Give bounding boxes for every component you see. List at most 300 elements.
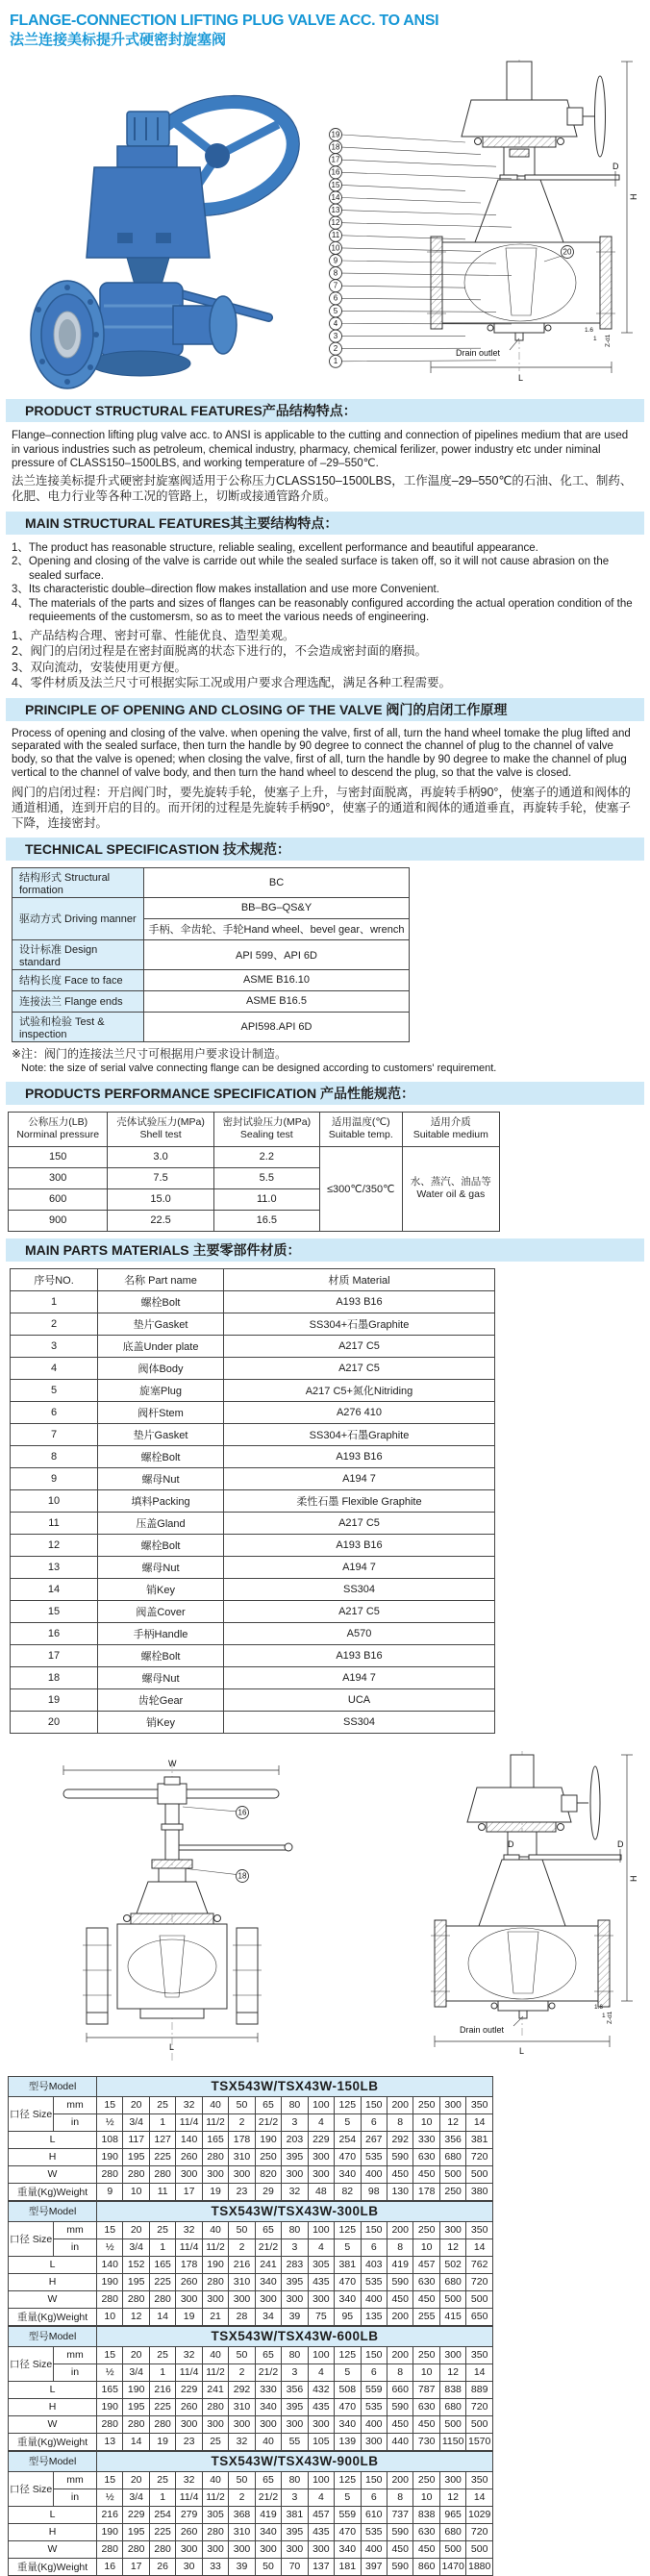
section-heading-principle: PRINCIPLE OF OPENING AND CLOSING OF THE VALVE 阀门的启闭工作原理: [6, 698, 644, 721]
parts-row: [11, 1313, 495, 1335]
main-features-list-zh: [12, 628, 638, 691]
dim-L-row-label: L: [9, 2506, 97, 2523]
weight-row-value: 1570: [466, 2433, 493, 2450]
dim-H-row-value: 720: [466, 2523, 493, 2540]
size-mm-value: 300: [439, 2346, 465, 2363]
feature-item-en: 4、The materials of the parts and sizes of flanges can be reasonably configured according the actual operation condition of the requieements of the customersm, so as to meet the various needs of engineering.: [12, 597, 633, 623]
feature-item-zh: 2、阀门的启闭过程是在密封面脱离的状态下进行的，不会造成密封面的磨损。: [12, 644, 427, 658]
dim-W-row-value: 500: [466, 2165, 493, 2183]
product-features-paragraph-zh: 法兰连接美标提升式硬密封旋塞阀适用于公称压力CLASS150–1500LBS，工作温度–29–550℃的石油、化工、制药、化肥、电力行业等各种工况的管路上，切断或接通管路介质。: [12, 473, 633, 503]
dim-W-row-value: 300: [255, 2415, 281, 2433]
dim-L-row: [9, 2131, 493, 2148]
size-mm-value: 40: [202, 2346, 228, 2363]
dim-H-row-value: 310: [229, 2398, 255, 2415]
size-mm-value: 150: [361, 2096, 387, 2113]
feature-item-zh: 3、双向流动，安装使用更方便。: [12, 660, 187, 674]
size-mm-value: 250: [413, 2471, 439, 2488]
weight-row-value: 440: [388, 2433, 413, 2450]
dim-L-row-value: 190: [202, 2256, 228, 2273]
size-mm-value: 15: [97, 2221, 123, 2238]
part-material: A217 C5: [224, 1357, 495, 1379]
spec-note-en: Note: the size of serial valve connecting flange can be designed according to customers' requirement.: [21, 1062, 497, 1074]
weight-row-value: 590: [388, 2558, 413, 2575]
main-features-list-en: [12, 541, 638, 625]
size-mm-value: 65: [255, 2221, 281, 2238]
weight-row-value: 130: [388, 2183, 413, 2200]
bottom-cover-section: [456, 323, 612, 358]
size-in-value: 4: [308, 2238, 334, 2256]
dim-L-row-value: 127: [149, 2131, 175, 2148]
size-in-value: 3/4: [123, 2363, 149, 2381]
size-in-value: 3/4: [123, 2488, 149, 2506]
dim-H-row-value: 470: [335, 2398, 361, 2415]
size-in-value: 12: [439, 2488, 465, 2506]
svg-text:2: 2: [333, 344, 338, 354]
size-mm-value: 40: [202, 2221, 228, 2238]
dim-H-row-value: 340: [255, 2523, 281, 2540]
weight-row: [9, 2183, 493, 2200]
size-in-value: 3: [282, 2238, 308, 2256]
part-material: A193 B16: [224, 1445, 495, 1467]
dim-W-row-value: 450: [388, 2165, 413, 2183]
spec-row: [12, 867, 410, 897]
drain-outlet-label: Drain outlet: [460, 2024, 505, 2035]
size-in-value: 8: [388, 2238, 413, 2256]
dim-L-row-value: 838: [439, 2381, 465, 2398]
handwheel-bar: [63, 1777, 279, 1804]
dim-H-row-value: 590: [388, 2398, 413, 2415]
assembly-drawing: [321, 54, 644, 392]
unit-in-label: in: [54, 2363, 97, 2381]
callout-3: [330, 330, 466, 342]
size-in-value: 4: [308, 2113, 334, 2131]
weight-row-value: 415: [439, 2308, 465, 2325]
dim-W-row-value: 400: [361, 2415, 387, 2433]
dim-W-row-value: 300: [255, 2290, 281, 2308]
model-row: [9, 2451, 493, 2471]
dim-W-row-label: W: [9, 2165, 97, 2183]
dim-H-row-value: 280: [202, 2398, 228, 2415]
dim-L-row-value: 403: [361, 2256, 387, 2273]
dim-H-row-value: 310: [229, 2523, 255, 2540]
parts-table: [10, 1268, 495, 1734]
dim-H-row-value: 260: [176, 2148, 202, 2165]
weight-row-value: 1470: [439, 2558, 465, 2575]
size-mm-value: 100: [308, 2221, 334, 2238]
dim-W-row-value: 300: [176, 2540, 202, 2558]
size-mm-value: 200: [388, 2221, 413, 2238]
model-label: 型号Model: [9, 2076, 97, 2096]
dimension-table: [8, 2076, 493, 2201]
bonnet-section: [479, 1822, 564, 1857]
dim-H-row-value: 680: [439, 2398, 465, 2415]
part-material: A193 B16: [224, 1290, 495, 1313]
dim-W-row-value: 300: [229, 2415, 255, 2433]
dim-L-row-value: 203: [282, 2131, 308, 2148]
weight-row-value: 17: [123, 2558, 149, 2575]
size-mm-row: [9, 2471, 493, 2488]
dim-D-label: D: [508, 1838, 514, 1849]
part-no: 1: [11, 1290, 98, 1313]
size-mm-value: 100: [308, 2346, 334, 2363]
parts-row: [11, 1666, 495, 1688]
dimension-tables: [0, 2076, 650, 2576]
dim-W-row-value: 300: [308, 2415, 334, 2433]
dim-L-row-value: 559: [335, 2506, 361, 2523]
svg-text:15: 15: [331, 180, 340, 189]
size-mm-value: 300: [439, 2221, 465, 2238]
page-subtitle: 法兰连接美标提升式硬密封旋塞阀: [10, 32, 227, 48]
dim-L-row-value: 559: [361, 2381, 387, 2398]
size-in-value: ½: [97, 2113, 123, 2131]
model-value: TSX543W/TSX43W-150LB: [97, 2076, 493, 2096]
size-mm-value: 15: [97, 2096, 123, 2113]
svg-text:18: 18: [331, 142, 340, 152]
dim-L-row: [9, 2256, 493, 2273]
dim-L-row-value: 838: [413, 2506, 439, 2523]
dim-W-row-value: 500: [466, 2540, 493, 2558]
dim-L-row-value: 737: [388, 2506, 413, 2523]
svg-text:20: 20: [562, 247, 572, 257]
parts-row: [11, 1644, 495, 1666]
size-mm-value: 50: [229, 2471, 255, 2488]
model-label: 型号Model: [9, 2451, 97, 2471]
dim-L-row-value: 660: [388, 2381, 413, 2398]
dim-L-row-value: 356: [282, 2381, 308, 2398]
dim-H-row-value: 310: [229, 2148, 255, 2165]
dim-W-row-value: 340: [335, 2415, 361, 2433]
suitable-medium-value: 水、蒸汽、油品等 Water oil & gas: [402, 1146, 499, 1231]
part-name: 齿轮Gear: [98, 1688, 224, 1711]
dim-L-row-value: 190: [123, 2381, 149, 2398]
dim-L-row-value: 283: [282, 2256, 308, 2273]
size-in-value: 11/2: [202, 2238, 228, 2256]
weight-row-value: 25: [202, 2433, 228, 2450]
dim-W-row-value: 400: [361, 2165, 387, 2183]
size-mm-value: 15: [97, 2471, 123, 2488]
size-mm-value: 80: [282, 2471, 308, 2488]
spec-note: [12, 1047, 650, 1075]
weight-row-value: 34: [255, 2308, 281, 2325]
one-label: 1: [593, 336, 597, 342]
dim-W-row-value: 300: [176, 2165, 202, 2183]
size-mm-value: 350: [466, 2346, 493, 2363]
part-material: A193 B16: [224, 1644, 495, 1666]
size-in-value: 12: [439, 2113, 465, 2131]
parts-row: [11, 1335, 495, 1357]
size-in-value: 5: [335, 2363, 361, 2381]
dim-L-row-value: 381: [335, 2256, 361, 2273]
dim-L-row-value: 508: [335, 2381, 361, 2398]
dim-W-row-value: 280: [97, 2415, 123, 2433]
finish-label: 1.6: [594, 2003, 604, 2011]
size-mm-value: 125: [335, 2471, 361, 2488]
weight-row-value: 23: [229, 2183, 255, 2200]
size-in-value: 8: [388, 2363, 413, 2381]
perf-header-sealing-test: 密封试验压力(MPa) Sealing test: [213, 1112, 319, 1146]
part-material: 柔性石墨 Flexible Graphite: [224, 1489, 495, 1512]
dim-L-row-value: 457: [308, 2506, 334, 2523]
w-dimension: [63, 1759, 279, 1775]
dim-W-row-value: 280: [149, 2540, 175, 2558]
part-no: 20: [11, 1711, 98, 1733]
svg-text:12: 12: [331, 218, 340, 228]
svg-text:8: 8: [333, 268, 338, 278]
svg-text:11: 11: [331, 231, 340, 240]
size-mm-value: 250: [413, 2096, 439, 2113]
pressure-value: 150: [9, 1146, 108, 1167]
size-label: 口径 Size: [9, 2346, 54, 2381]
dim-W-row-value: 280: [149, 2415, 175, 2433]
dim-H-row-value: 720: [466, 2398, 493, 2415]
dim-W-row-value: 300: [308, 2540, 334, 2558]
size-in-value: 11/4: [176, 2363, 202, 2381]
part-name: 螺栓Bolt: [98, 1290, 224, 1313]
callout-15: [330, 179, 466, 191]
one-label: 1: [602, 2012, 606, 2019]
weight-row-value: 21: [202, 2308, 228, 2325]
dim-L-row-value: 267: [361, 2131, 387, 2148]
weight-row-value: 75: [308, 2308, 334, 2325]
size-in-row: [9, 2363, 493, 2381]
part-name: 螺母Nut: [98, 1467, 224, 1489]
size-in-value: 1: [149, 2238, 175, 2256]
parts-row: [11, 1489, 495, 1512]
dim-H-row-value: 720: [466, 2273, 493, 2290]
dim-L-row-value: 432: [308, 2381, 334, 2398]
dim-W-row-value: 300: [229, 2290, 255, 2308]
dim-W-row-value: 300: [308, 2165, 334, 2183]
size-in-value: 2: [229, 2363, 255, 2381]
part-name: 螺栓Bolt: [98, 1644, 224, 1666]
size-in-row: [9, 2488, 493, 2506]
dim-H-row-value: 310: [229, 2273, 255, 2290]
dim-L-row-value: 419: [388, 2256, 413, 2273]
sealing-test-value: 2.2: [213, 1146, 319, 1167]
weight-row-value: 82: [335, 2183, 361, 2200]
dim-H-row-value: 590: [388, 2523, 413, 2540]
part-no: 6: [11, 1401, 98, 1423]
weight-row-value: 32: [282, 2183, 308, 2200]
model-value: TSX543W/TSX43W-900LB: [97, 2451, 493, 2471]
dim-H-row-value: 470: [335, 2523, 361, 2540]
svg-text:17: 17: [331, 155, 340, 164]
weight-row-value: 30: [176, 2558, 202, 2575]
weight-row-value: 26: [149, 2558, 175, 2575]
dim-H-row: [9, 2523, 493, 2540]
z-d1-label: Z-d1: [607, 2011, 613, 2024]
dim-H-row-value: 435: [308, 2398, 334, 2415]
part-name: 阀盖Cover: [98, 1600, 224, 1622]
dim-L-row-value: 1029: [466, 2506, 493, 2523]
size-in-value: 14: [466, 2488, 493, 2506]
dim-W-row-value: 280: [97, 2290, 123, 2308]
weight-row-value: 380: [466, 2183, 493, 2200]
part-material: A217 C5: [224, 1600, 495, 1622]
dim-H-row-value: 630: [413, 2523, 439, 2540]
dim-W-row-value: 280: [97, 2165, 123, 2183]
spec-label: 连接法兰 Flange ends: [12, 990, 144, 1012]
dim-W-row-value: 500: [466, 2290, 493, 2308]
suitable-temp-value: ≤300℃/350℃: [319, 1146, 402, 1231]
dim-W-row-value: 500: [439, 2290, 465, 2308]
unit-mm-label: mm: [54, 2346, 97, 2363]
section-heading-product-features: PRODUCT STRUCTURAL FEATURES产品结构特点：: [6, 399, 644, 422]
dim-W-row-value: 280: [123, 2165, 149, 2183]
part-name: 阀体Body: [98, 1357, 224, 1379]
size-mm-value: 50: [229, 2221, 255, 2238]
parts-row: [11, 1357, 495, 1379]
spec-label: 驱动方式 Driving manner: [12, 897, 144, 939]
size-in-value: ½: [97, 2488, 123, 2506]
dim-H-row-value: 195: [123, 2273, 149, 2290]
svg-text:10: 10: [331, 243, 340, 253]
weight-row-value: 16: [97, 2558, 123, 2575]
size-mm-value: 200: [388, 2096, 413, 2113]
part-no: 17: [11, 1644, 98, 1666]
sealing-test-value: 5.5: [213, 1167, 319, 1188]
dim-L-label: L: [519, 2045, 525, 2056]
dim-L-label: L: [169, 2041, 175, 2052]
size-mm-value: 32: [176, 2096, 202, 2113]
spec-value: API 599、API 6D: [144, 939, 410, 969]
svg-text:18: 18: [238, 1871, 247, 1881]
dim-L-row-value: 381: [282, 2506, 308, 2523]
dim-H-row-value: 280: [202, 2273, 228, 2290]
size-in-value: 11/4: [176, 2238, 202, 2256]
spec-value: 手柄、伞齿轮、手轮Hand wheel、bevel gear、wrench: [144, 918, 410, 939]
weight-row-label: 重量(Kg)Weight: [9, 2558, 97, 2575]
size-in-value: 6: [361, 2113, 387, 2131]
size-in-value: 3: [282, 2113, 308, 2131]
valve-body: [90, 258, 237, 376]
size-in-value: 10: [413, 2238, 439, 2256]
callout-19: [330, 129, 466, 143]
part-material: A217 C5: [224, 1512, 495, 1534]
svg-text:14: 14: [331, 192, 340, 202]
size-in-value: 4: [308, 2488, 334, 2506]
weight-row-value: 137: [308, 2558, 334, 2575]
shell-test-value: 3.0: [108, 1146, 213, 1167]
part-name: 旋塞Plug: [98, 1379, 224, 1401]
callout-16: [330, 166, 512, 179]
svg-text:6: 6: [333, 293, 338, 303]
dim-L-row-value: 165: [202, 2131, 228, 2148]
dim-W-row-label: W: [9, 2290, 97, 2308]
parts-row: [11, 1556, 495, 1578]
bonnet-section: [475, 137, 564, 176]
weight-row-value: 55: [282, 2433, 308, 2450]
svg-text:16: 16: [331, 167, 340, 177]
dim-L-row-value: 216: [229, 2256, 255, 2273]
weight-row-value: 250: [439, 2183, 465, 2200]
dim-H-row-value: 340: [255, 2273, 281, 2290]
weight-row-value: 300: [361, 2433, 387, 2450]
size-mm-value: 200: [388, 2346, 413, 2363]
weight-row-value: 32: [229, 2433, 255, 2450]
size-mm-row: [9, 2221, 493, 2238]
dim-L-row-value: 152: [123, 2256, 149, 2273]
weight-row-value: 70: [282, 2558, 308, 2575]
part-no: 18: [11, 1666, 98, 1688]
dim-L-row-value: 330: [255, 2381, 281, 2398]
dim-L-row-value: 254: [149, 2506, 175, 2523]
shell-test-value: 22.5: [108, 1210, 213, 1231]
size-mm-value: 150: [361, 2346, 387, 2363]
dim-H-row: [9, 2148, 493, 2165]
part-material: A194 7: [224, 1467, 495, 1489]
bottom-drawings-row: [0, 1747, 650, 2064]
weight-row-value: 9: [97, 2183, 123, 2200]
weight-row-value: 12: [123, 2308, 149, 2325]
weight-row-value: 98: [361, 2183, 387, 2200]
dim-W-row-value: 300: [176, 2415, 202, 2433]
inlet-flange: [31, 281, 104, 388]
part-no: 3: [11, 1335, 98, 1357]
svg-text:9: 9: [333, 256, 338, 265]
dim-H-row-value: 680: [439, 2148, 465, 2165]
parts-row: [11, 1401, 495, 1423]
feature-item-en: 1、The product has reasonable structure, reliable sealing, excellent performance and beautiful appearance.: [12, 541, 538, 554]
dim-L-row-value: 108: [97, 2131, 123, 2148]
size-in-value: 10: [413, 2363, 439, 2381]
unit-mm-label: mm: [54, 2096, 97, 2113]
dim-H-row-value: 435: [308, 2523, 334, 2540]
dim-L-row-value: 965: [439, 2506, 465, 2523]
part-material: A570: [224, 1622, 495, 1644]
dim-H-row-value: 535: [361, 2148, 387, 2165]
dim-L-row-value: 356: [439, 2131, 465, 2148]
model-value: TSX543W/TSX43W-300LB: [97, 2201, 493, 2221]
dim-L-row-value: 305: [308, 2256, 334, 2273]
weight-row-label: 重量(Kg)Weight: [9, 2183, 97, 2200]
dim-W-row-value: 500: [439, 2540, 465, 2558]
part-material: A217 C5: [224, 1335, 495, 1357]
weight-row: [9, 2433, 493, 2450]
weight-row-value: 17: [176, 2183, 202, 2200]
dim-L-row-value: 178: [176, 2256, 202, 2273]
dim-L-row-value: 889: [466, 2381, 493, 2398]
dim-L-row-value: 368: [229, 2506, 255, 2523]
weight-row-value: 255: [413, 2308, 439, 2325]
dim-H-row-value: 590: [388, 2148, 413, 2165]
part-material: SS304: [224, 1578, 495, 1600]
dim-H-row-label: H: [9, 2523, 97, 2540]
part-no: 8: [11, 1445, 98, 1467]
pressure-value: 900: [9, 1210, 108, 1231]
model-row: [9, 2326, 493, 2346]
parts-row: [11, 1423, 495, 1445]
size-in-value: 21/2: [255, 2488, 281, 2506]
weight-row-value: 95: [335, 2308, 361, 2325]
dim-H-row: [9, 2273, 493, 2290]
weight-row-value: 29: [255, 2183, 281, 2200]
weight-row-value: 10: [123, 2183, 149, 2200]
spec-row: [12, 897, 410, 918]
dim-H-row-value: 630: [413, 2148, 439, 2165]
weight-row-value: 39: [229, 2558, 255, 2575]
dim-W-row-value: 300: [282, 2415, 308, 2433]
dim-W-row-value: 340: [335, 2290, 361, 2308]
size-mm-value: 300: [439, 2096, 465, 2113]
feature-item-en: 2、Opening and closing of the valve is carride out while the sealed surface is taken off, so it will not cause abrasion on the sealed surface.: [12, 556, 610, 582]
size-mm-value: 350: [466, 2221, 493, 2238]
dim-H-row-label: H: [9, 2148, 97, 2165]
perf-header-shell-test: 壳体试验压力(MPa) Shell test: [108, 1112, 213, 1146]
section-heading-performance: PRODUCTS PERFORMANCE SPECIFICATION 产品性能规范：: [6, 1082, 644, 1105]
part-name: 销Key: [98, 1711, 224, 1733]
dim-W-row-value: 450: [388, 2540, 413, 2558]
